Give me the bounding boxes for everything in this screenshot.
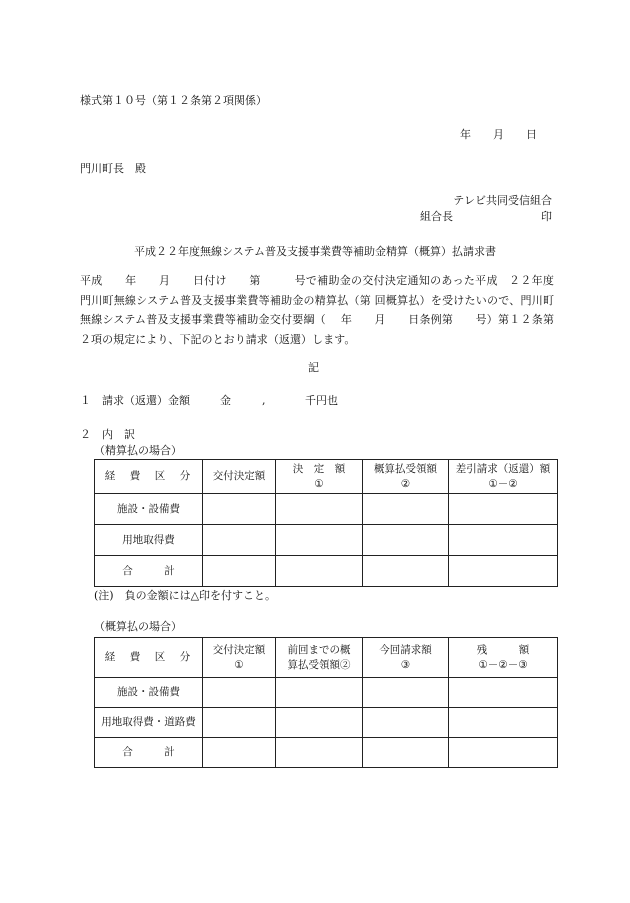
header-expense-category: 経 費 区 分	[95, 460, 203, 494]
date-line: 年 月 日	[460, 128, 537, 141]
table-cell	[276, 678, 363, 708]
table-cell	[449, 494, 558, 525]
item1-kin: 金	[220, 394, 231, 407]
table-cell	[276, 494, 363, 525]
row-label-land: 用地取得費	[95, 525, 203, 556]
ki-mark: 記	[308, 361, 319, 374]
table-cell	[449, 738, 558, 768]
row-label-land-road: 用地取得費・道路費	[95, 708, 203, 738]
document-title: 平成２２年度無線システム普及支援事業費等補助金精算（概算）払請求書	[134, 245, 496, 258]
table-cell	[363, 678, 449, 708]
settlement-table	[94, 459, 558, 587]
table-cell	[449, 556, 558, 587]
row-label-facility: 施設・設備費	[95, 678, 203, 708]
table-cell	[276, 708, 363, 738]
table-cell	[363, 525, 449, 556]
item1-comma: ,	[262, 394, 266, 407]
note: (注) 負の金額には△印を付すこと。	[94, 589, 277, 602]
addressee: 門川町長 殿	[80, 162, 146, 175]
form-number: 様式第１０号（第１２条第２項関係）	[80, 94, 267, 107]
settle-caption: （精算払の場合）	[94, 444, 182, 457]
table-cell	[449, 525, 558, 556]
body-paragraph: 平成 年 月 日付け 第 号で補助金の交付決定通知のあった平成 ２２年度門川町無線システム普及支援事業費等補助金の精算払（第 回概算払）を受けたいので、門川町無線システム普及支援事業費等補助金交付要綱（ 年 月 日条例第 号）第１２条第２項の規定により、下記のとおり請求（返還）します。	[80, 274, 554, 346]
row-label-total: 合 計	[95, 738, 203, 768]
table-cell	[449, 708, 558, 738]
table-cell	[203, 738, 276, 768]
header-net-claim: 差引請求（返還）額 ①－②	[449, 460, 558, 494]
header-grant-decision: 交付決定額 ①	[203, 638, 276, 678]
header-expense-category: 経 費 区 分	[95, 638, 203, 678]
header-decided-amount: 決 定 額 ①	[276, 460, 363, 494]
table-cell	[203, 556, 276, 587]
table-cell	[363, 738, 449, 768]
table-cell	[363, 708, 449, 738]
table-cell	[276, 738, 363, 768]
approx-caption: （概算払の場合）	[94, 620, 182, 633]
table-cell	[203, 494, 276, 525]
item1-label: １ 請求（返還）金額	[80, 394, 190, 407]
table-cell	[276, 525, 363, 556]
table-cell	[203, 708, 276, 738]
header-balance: 残 額 ①－②－③	[449, 638, 558, 678]
table-cell	[449, 678, 558, 708]
table-cell	[363, 494, 449, 525]
header-grant-decision: 交付決定額	[203, 460, 276, 494]
table-cell	[203, 525, 276, 556]
table-cell	[276, 556, 363, 587]
applicant-rep: 組合長 印	[420, 210, 552, 223]
row-label-facility: 施設・設備費	[95, 494, 203, 525]
table-cell	[363, 556, 449, 587]
table-cell	[203, 678, 276, 708]
header-advance-received: 概算払受領額 ②	[363, 460, 449, 494]
item2-label: ２ 内 訳	[80, 428, 135, 441]
applicant-org: テレビ共同受信組合	[453, 194, 552, 207]
advance-table	[94, 637, 558, 768]
row-label-total: 合 計	[95, 556, 203, 587]
header-previous-received: 前回までの概 算払受領額②	[276, 638, 363, 678]
item1-unit: 千円也	[305, 394, 338, 407]
header-current-claim: 今回請求額 ③	[363, 638, 449, 678]
